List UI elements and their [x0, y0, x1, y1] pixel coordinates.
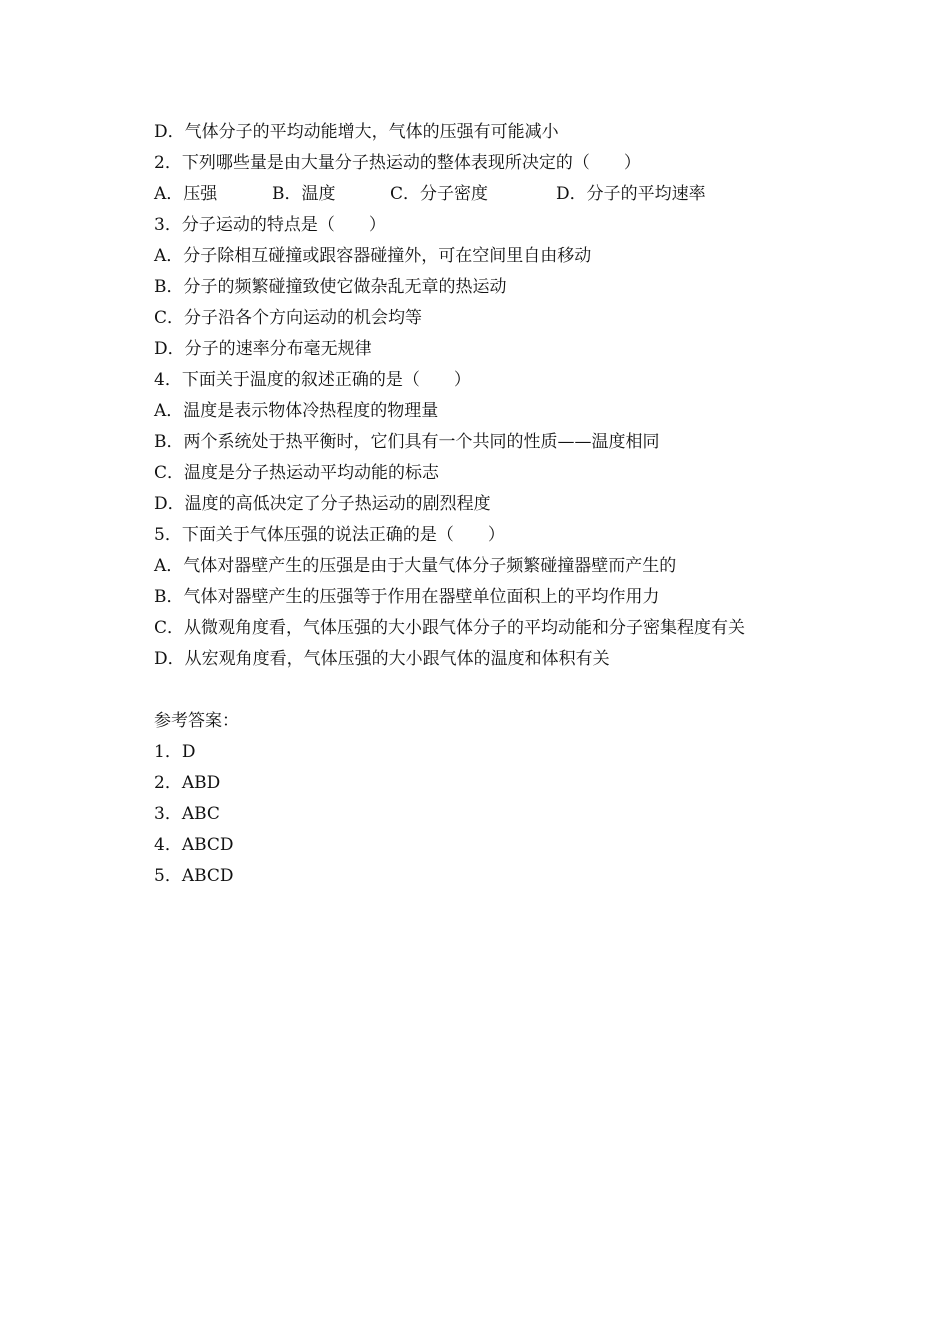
q2-option-a: A．压强: [154, 184, 218, 204]
q3-option-b: B．分子的频繁碰撞致使它做杂乱无章的热运动: [154, 277, 507, 297]
q4-option-a: A．温度是表示物体冷热程度的物理量: [154, 401, 439, 421]
q5-option-a: A．气体对器壁产生的压强是由于大量气体分子频繁碰撞器壁而产生的: [154, 556, 677, 576]
q2-stem: 2．下列哪些量是由大量分子热运动的整体表现所决定的（ ）: [154, 153, 641, 173]
q4-option-b: B．两个系统处于热平衡时，它们具有一个共同的性质——温度相同: [154, 432, 660, 452]
q5-option-c: C．从微观角度看，气体压强的大小跟气体分子的平均动能和分子密集程度有关: [154, 618, 746, 638]
q2-option-b: B．温度: [272, 184, 336, 204]
section-gap: [154, 675, 854, 706]
q5-option-b: B．气体对器壁产生的压强等于作用在器壁单位面积上的平均作用力: [154, 587, 660, 607]
answer-item: 5．ABCD: [154, 866, 234, 886]
q2-options: [154, 179, 854, 210]
q3-option-d: D．分子的速率分布毫无规律: [154, 339, 372, 359]
document-body: [154, 117, 854, 892]
q3-stem: 3．分子运动的特点是（ ）: [154, 215, 386, 235]
answer-item: 1．D: [154, 742, 196, 762]
q2-option-d: D．分子的平均速率: [556, 184, 706, 204]
q5-stem: 5．下面关于气体压强的说法正确的是（ ）: [154, 525, 505, 545]
q4-option-d: D．温度的高低决定了分子热运动的剧烈程度: [154, 494, 491, 514]
q5-option-d: D．从宏观角度看，气体压强的大小跟气体的温度和体积有关: [154, 649, 610, 669]
q3-option-a: A．分子除相互碰撞或跟容器碰撞外，可在空间里自由移动: [154, 246, 592, 266]
answer-item: 2．ABD: [154, 773, 221, 793]
answer-item: 4．ABCD: [154, 835, 234, 855]
answer-item: 3．ABC: [154, 804, 220, 824]
q1-option-d: D．气体分子的平均动能增大，气体的压强有可能减小: [154, 122, 559, 142]
q2-option-c: C．分子密度: [390, 184, 489, 204]
answers-heading: 参考答案：: [154, 711, 239, 731]
q4-option-c: C．温度是分子热运动平均动能的标志: [154, 463, 440, 483]
q4-stem: 4．下面关于温度的叙述正确的是（ ）: [154, 370, 471, 390]
q3-option-c: C．分子沿各个方向运动的机会均等: [154, 308, 423, 328]
